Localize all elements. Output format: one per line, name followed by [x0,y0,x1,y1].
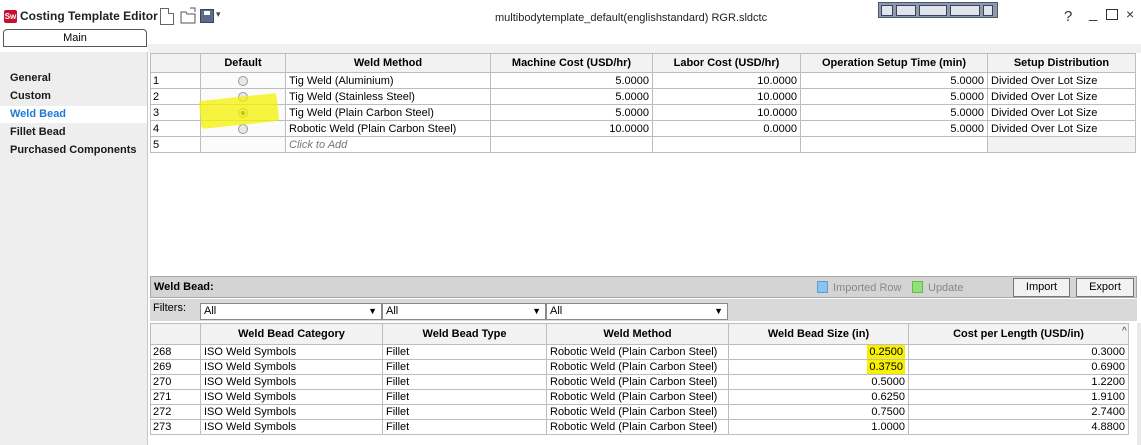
sidebar-item-fillet-bead[interactable]: Fillet Bead [10,126,66,138]
table-row[interactable] [151,375,1129,390]
category-cell[interactable]: ISO Weld Symbols [201,390,383,405]
row-index: 2 [151,89,201,105]
type-cell[interactable]: Fillet [383,390,547,405]
empty-cell[interactable] [491,137,653,153]
imported-row-legend: Imported Row [833,282,902,294]
table-row[interactable] [151,360,1129,375]
machine-cost-cell[interactable]: 5.0000 [491,105,653,121]
type-cell[interactable]: Fillet [383,345,547,360]
save-dropdown-icon[interactable]: ▾ [216,9,221,19]
bead-size-cell[interactable] [729,360,909,375]
bead-size-cell[interactable]: 1.0000 [729,420,909,435]
row-index: 5 [151,137,201,153]
category-cell[interactable]: ISO Weld Symbols [201,375,383,390]
grid-header-row [151,54,1136,73]
export-button[interactable]: Export [1076,278,1134,297]
table-row[interactable] [151,390,1129,405]
row-index: 269 [151,360,201,375]
imported-row-swatch [817,281,828,293]
category-cell[interactable]: ISO Weld Symbols [201,420,383,435]
filter-row [150,299,1137,321]
column-header-setup-time[interactable]: Operation Setup Time (min) [801,54,988,73]
chevron-down-icon[interactable]: ▼ [368,306,377,316]
table-row[interactable] [151,73,1136,89]
category-filter-select[interactable] [200,303,382,320]
maximize-button[interactable] [1106,9,1118,20]
setup-time-cell[interactable]: 5.0000 [801,89,988,105]
filter-value: All [204,305,217,317]
row-index: 1 [151,73,201,89]
row-index: 273 [151,420,201,435]
category-cell[interactable]: ISO Weld Symbols [201,405,383,420]
chevron-down-icon[interactable]: ▼ [714,306,723,316]
machine-cost-cell[interactable]: 5.0000 [491,89,653,105]
bead-size-cell[interactable] [729,345,909,360]
view-icon[interactable] [881,5,893,16]
row-index: 272 [151,405,201,420]
method-filter-select[interactable] [546,303,728,320]
column-header-default[interactable]: Default [201,54,286,73]
app-logo-icon: Sw [4,12,17,21]
setup-time-cell[interactable]: 5.0000 [801,105,988,121]
save-icon[interactable] [200,9,214,23]
vertical-scrollbar[interactable] [1137,323,1141,445]
setup-distribution-cell[interactable]: Divided Over Lot Size [988,121,1136,137]
setup-distribution-cell[interactable]: Divided Over Lot Size [988,105,1136,121]
column-header-weld-method[interactable]: Weld Method [286,54,491,73]
sidebar-item-purchased-components[interactable]: Purchased Components [10,144,137,156]
type-cell[interactable]: Fillet [383,360,547,375]
sidebar-item-weld-bead[interactable]: Weld Bead [10,108,67,120]
tab-main[interactable]: Main [3,29,147,47]
table-row[interactable] [151,345,1129,360]
cost-cell[interactable]: 4.8800 [909,420,1129,435]
close-button[interactable]: × [1126,6,1135,22]
table-row[interactable] [151,89,1136,105]
type-cell[interactable]: Fillet [383,375,547,390]
empty-cell[interactable] [988,137,1136,153]
default-radio[interactable] [238,76,248,86]
grid-header-row [151,324,1129,345]
open-folder-icon[interactable] [180,6,198,26]
column-header-labor-cost[interactable]: Labor Cost (USD/hr) [653,54,801,73]
column-header-machine-cost[interactable]: Machine Cost (USD/hr) [491,54,653,73]
view-icon[interactable] [983,5,993,16]
weld-method-cell[interactable]: Tig Weld (Stainless Steel) [286,89,491,105]
row-index: 3 [151,105,201,121]
row-index: 270 [151,375,201,390]
column-header-category[interactable]: Weld Bead Category [201,324,383,345]
method-cell[interactable]: Robotic Weld (Plain Carbon Steel) [547,420,729,435]
sidebar-item-custom[interactable]: Custom [10,90,51,102]
labor-cost-cell[interactable]: 10.0000 [653,105,801,121]
method-cell[interactable]: Robotic Weld (Plain Carbon Steel) [547,375,729,390]
labor-cost-cell[interactable]: 10.0000 [653,89,801,105]
category-cell[interactable]: ISO Weld Symbols [201,345,383,360]
type-filter-select[interactable] [382,303,546,320]
setup-distribution-cell[interactable]: Divided Over Lot Size [988,73,1136,89]
filters-label: Filters: [153,302,186,314]
default-radio[interactable] [238,124,248,134]
column-header-bead-size[interactable]: Weld Bead Size (in) [729,324,909,345]
column-header-weld-method[interactable]: Weld Method [547,324,729,345]
sidebar [0,52,148,445]
method-cell[interactable]: Robotic Weld (Plain Carbon Steel) [547,390,729,405]
click-to-add-cell[interactable]: Click to Add [286,137,491,153]
default-radio-cell[interactable] [201,73,286,89]
weld-method-cell[interactable]: Tig Weld (Plain Carbon Steel) [286,105,491,121]
category-cell[interactable]: ISO Weld Symbols [201,360,383,375]
file-name: multibodytemplate_default(englishstandard) RGR.sldctc [495,12,768,24]
setup-time-cell[interactable]: 5.0000 [801,121,988,137]
bead-size-value: 0.2500 [869,346,903,358]
setup-distribution-cell[interactable]: Divided Over Lot Size [988,89,1136,105]
method-cell[interactable]: Robotic Weld (Plain Carbon Steel) [547,345,729,360]
table-row[interactable] [151,420,1129,435]
table-row[interactable] [151,121,1136,137]
bead-size-cell[interactable]: 0.6250 [729,390,909,405]
weld-bead-title: Weld Bead: [154,281,214,293]
cost-cell[interactable]: 0.6900 [909,360,1129,375]
import-button[interactable]: Import [1013,278,1070,297]
view-icon[interactable] [950,5,980,16]
weld-bead-grid [150,323,1129,435]
table-row[interactable] [151,105,1136,121]
table-row[interactable] [151,405,1129,420]
app-title: Costing Template Editor [20,9,158,23]
row-index: 268 [151,345,201,360]
empty-cell[interactable] [801,137,988,153]
minimize-button[interactable]: _ [1089,5,1098,22]
default-radio-cell [201,137,286,153]
update-legend: Update [928,282,964,294]
cost-cell[interactable]: 1.9100 [909,390,1129,405]
cost-cell[interactable]: 0.3000 [909,345,1129,360]
labor-cost-cell[interactable]: 10.0000 [653,73,801,89]
column-header [151,324,201,345]
labor-cost-cell[interactable]: 0.0000 [653,121,801,137]
update-swatch [912,281,923,293]
view-icon[interactable] [896,5,916,16]
column-header-setup-distribution[interactable]: Setup Distribution [988,54,1136,73]
bead-size-cell[interactable]: 0.5000 [729,375,909,390]
weld-bead-panel-header [150,276,1137,298]
row-index: 4 [151,121,201,137]
column-header-type[interactable]: Weld Bead Type [383,324,547,345]
view-icon[interactable] [919,5,947,16]
filter-value: All [550,305,563,317]
title-bar [0,0,1141,34]
type-cell[interactable]: Fillet [383,405,547,420]
machine-cost-cell[interactable]: 10.0000 [491,121,653,137]
new-file-icon[interactable] [160,8,174,25]
method-cell[interactable]: Robotic Weld (Plain Carbon Steel) [547,405,729,420]
chevron-down-icon[interactable]: ▼ [532,306,541,316]
column-header [151,54,201,73]
weld-method-grid [150,53,1136,153]
bead-size-value: 0.3750 [869,361,903,373]
empty-cell[interactable] [653,137,801,153]
weld-method-cell[interactable]: Tig Weld (Aluminium) [286,73,491,89]
filter-value: All [386,305,399,317]
cost-cell[interactable]: 2.7400 [909,405,1129,420]
bead-size-cell[interactable]: 0.7500 [729,405,909,420]
weld-method-cell[interactable]: Robotic Weld (Plain Carbon Steel) [286,121,491,137]
column-header-cost-per-length[interactable]: Cost per Length (USD/in) [909,324,1129,345]
machine-cost-cell[interactable]: 5.0000 [491,73,653,89]
view-toolbar[interactable] [878,2,998,18]
toolbar-strip [148,44,1141,53]
method-cell[interactable]: Robotic Weld (Plain Carbon Steel) [547,360,729,375]
type-cell[interactable]: Fillet [383,420,547,435]
sidebar-item-general[interactable]: General [10,72,51,84]
scroll-up-icon[interactable]: ^ [1122,326,1127,337]
cost-cell[interactable]: 1.2200 [909,375,1129,390]
help-button[interactable]: ? [1064,8,1073,25]
row-index: 271 [151,390,201,405]
add-row[interactable] [151,137,1136,153]
setup-time-cell[interactable]: 5.0000 [801,73,988,89]
